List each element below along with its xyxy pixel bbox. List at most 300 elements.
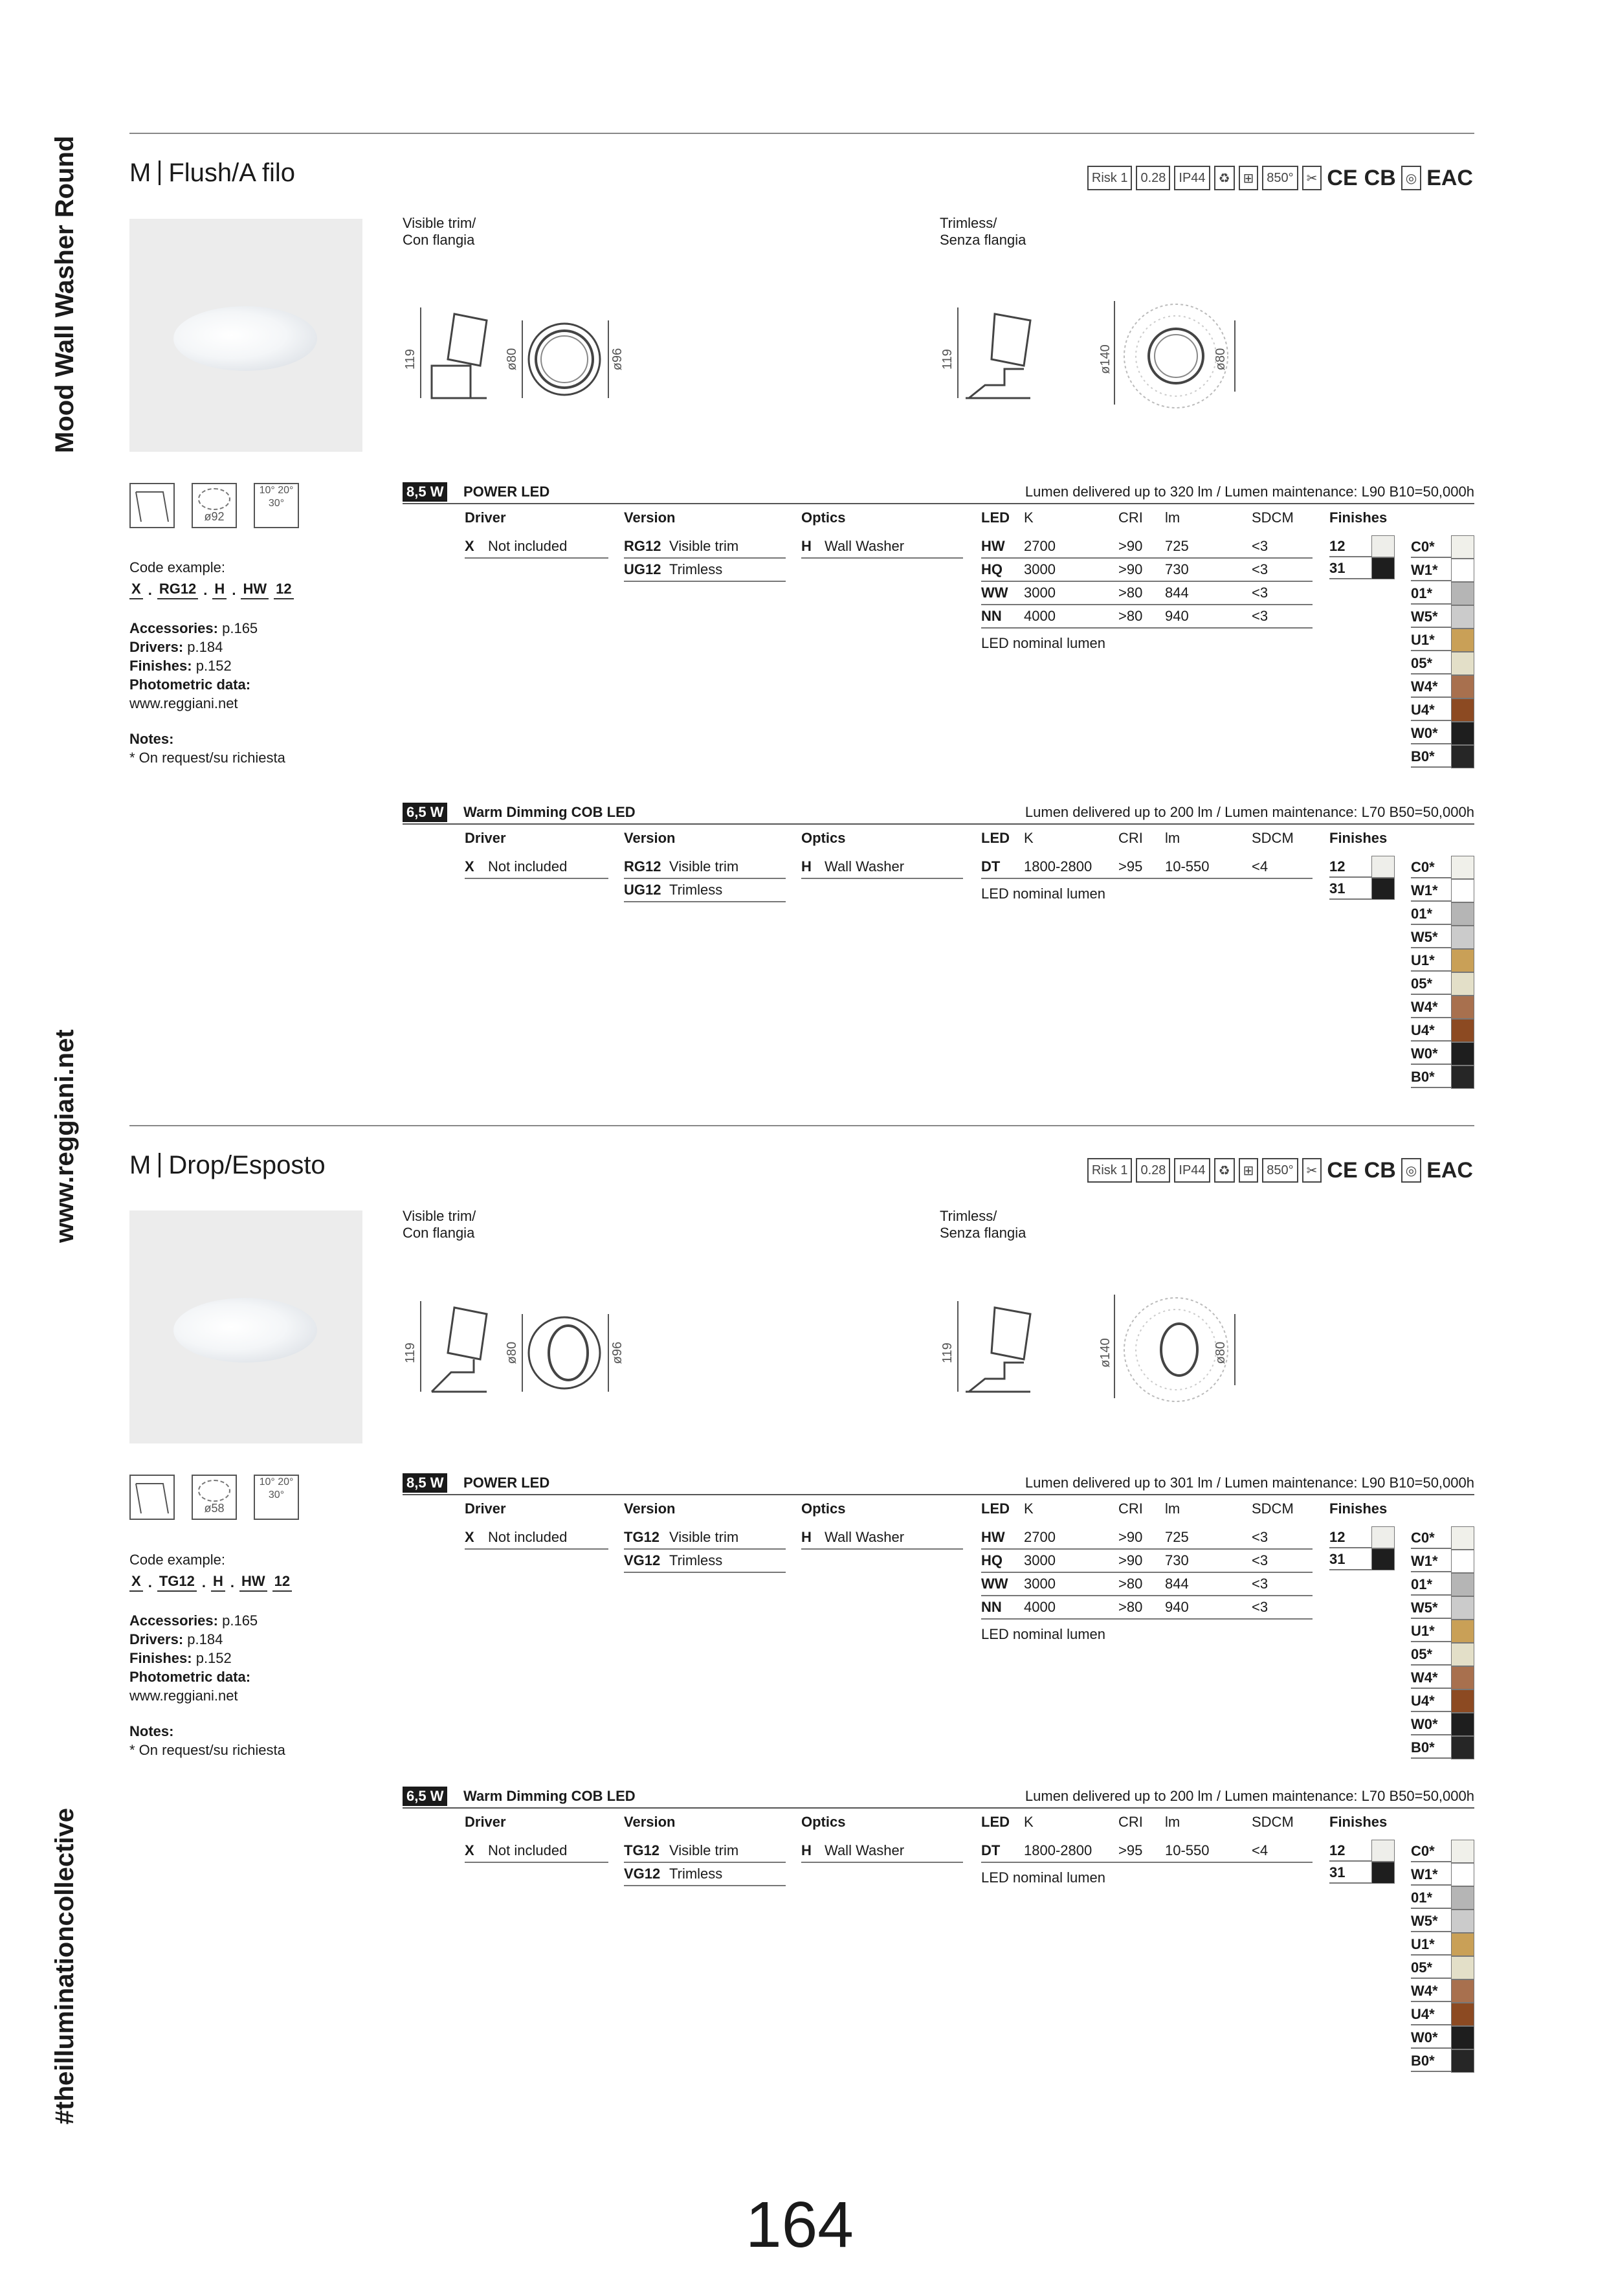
finish-row <box>1411 1573 1474 1596</box>
finish-row <box>1411 1689 1474 1713</box>
finish-code: B0* <box>1411 746 1451 768</box>
finish-swatch <box>1451 879 1474 902</box>
finish-swatch <box>1371 1526 1395 1548</box>
driver-row <box>465 1840 608 1863</box>
driver-code: X <box>465 858 474 875</box>
optics-value: Wall Washer <box>825 1529 905 1545</box>
finish-swatch <box>1451 2003 1474 2026</box>
led-lm: 730 <box>1165 561 1189 577</box>
finish-code: 31 <box>1329 878 1371 900</box>
led-cri: >95 <box>1118 1842 1143 1858</box>
version-code: TG12 <box>624 1842 660 1858</box>
led-row <box>981 1550 1313 1573</box>
led-row <box>981 535 1313 559</box>
finish-swatch <box>1451 1840 1474 1863</box>
led-cri: >80 <box>1118 585 1143 601</box>
finish-swatch <box>1371 557 1395 579</box>
led-sdcm: <3 <box>1252 585 1269 601</box>
finish-swatch <box>1451 1526 1474 1550</box>
version-label: Trimless <box>669 882 723 898</box>
led-nominal-note: LED nominal lumen <box>981 1626 1105 1642</box>
beam-angle-icon: 10° 20° 30° <box>254 1475 299 1520</box>
column-header: Version <box>624 830 676 846</box>
trimless-label: Trimless/ Senza flangia <box>940 1208 1026 1241</box>
finish-row <box>1411 2026 1474 2049</box>
code-part: X <box>129 1572 143 1592</box>
column-header: Driver <box>465 830 506 846</box>
finish-swatch <box>1451 1666 1474 1689</box>
finish-code: C0* <box>1411 1527 1451 1549</box>
beam-angle-icon: 10° 20° 30° <box>254 483 299 528</box>
finish-swatch <box>1451 1596 1474 1620</box>
version-row <box>624 879 786 902</box>
visible-trim-drawing-drop <box>403 1288 674 1411</box>
led-lm: 940 <box>1165 608 1189 624</box>
finish-code: U1* <box>1411 1934 1451 1956</box>
column-header: Finishes <box>1329 830 1388 846</box>
finish-code: W4* <box>1411 1667 1451 1689</box>
column-header: K <box>1024 830 1034 846</box>
finish-code: 01* <box>1411 583 1451 605</box>
finish-swatch <box>1451 652 1474 675</box>
trim-finishes <box>1411 535 1474 768</box>
product-photo-drop <box>129 1210 362 1443</box>
column-header: lm <box>1165 1814 1180 1830</box>
driver-row <box>465 535 608 559</box>
finish-row <box>1411 1643 1474 1666</box>
version-code: VG12 <box>624 1866 661 1882</box>
optics-value: Wall Washer <box>825 538 905 554</box>
trimless-drawing <box>940 295 1237 418</box>
driver-column <box>465 1840 608 1863</box>
finish-swatch <box>1451 1863 1474 1886</box>
column-header: SDCM <box>1252 1814 1294 1830</box>
led-k: 4000 <box>1024 608 1056 624</box>
led-lm: 10-550 <box>1165 1842 1210 1858</box>
column-header: Optics <box>801 509 846 526</box>
led-column <box>981 856 1313 902</box>
certifications-flush <box>1087 165 1474 191</box>
wattage-badge: 6,5 W <box>403 803 447 822</box>
certification-mark: ♻ <box>1214 1158 1235 1183</box>
svg-text:ø140: ø140 <box>1098 1338 1113 1368</box>
led-code: DT <box>981 858 1001 875</box>
finish-swatch <box>1451 1643 1474 1666</box>
led-nominal-note: LED nominal lumen <box>981 635 1105 651</box>
finish-row <box>1411 1840 1474 1863</box>
column-header: K <box>1024 1500 1034 1517</box>
section-title-drop: M Drop/Esposto <box>129 1151 326 1179</box>
code-part: 12 <box>272 1572 292 1592</box>
visible-trim-drawing <box>403 295 674 418</box>
finish-code: W0* <box>1411 1043 1451 1065</box>
finish-code: 31 <box>1329 557 1371 579</box>
led-row <box>981 1840 1313 1863</box>
version-code: VG12 <box>624 1552 661 1568</box>
version-column <box>624 1526 786 1573</box>
finish-row <box>1411 1956 1474 1979</box>
led-sdcm: <3 <box>1252 561 1269 577</box>
column-header: SDCM <box>1252 509 1294 526</box>
column-header: Optics <box>801 1814 846 1830</box>
finish-row <box>1329 1548 1395 1570</box>
lumen-info: Lumen delivered up to 200 lm / Lumen maintenance: L70 B50=50,000h <box>1025 1788 1474 1804</box>
svg-text:ø96: ø96 <box>610 1341 625 1365</box>
finish-code: W4* <box>1411 676 1451 698</box>
column-header: Optics <box>801 830 846 846</box>
finish-swatch <box>1451 722 1474 745</box>
certification-mark: ◎ <box>1401 166 1421 190</box>
finish-row <box>1411 629 1474 652</box>
certification-mark: EAC <box>1426 1157 1473 1183</box>
finish-row <box>1411 1933 1474 1956</box>
finish-swatch <box>1451 629 1474 652</box>
finish-swatch <box>1451 1713 1474 1736</box>
finish-row <box>1411 675 1474 698</box>
version-code: UG12 <box>624 561 661 577</box>
wattage-badge: 8,5 W <box>403 1473 447 1493</box>
finish-swatch <box>1451 856 1474 879</box>
code-part: 12 <box>274 579 293 599</box>
column-header: LED <box>981 1500 1010 1517</box>
code-separator: . <box>148 1574 152 1590</box>
optics-column <box>801 535 963 559</box>
finish-row <box>1411 1979 1474 2003</box>
code-part: X <box>129 579 143 599</box>
finish-code: W1* <box>1411 1864 1451 1886</box>
finish-code: 01* <box>1411 903 1451 925</box>
svg-text:ø80: ø80 <box>505 1341 519 1365</box>
column-header: Driver <box>465 1500 506 1517</box>
finish-swatch <box>1451 2049 1474 2073</box>
wattage-badge: 6,5 W <box>403 1787 447 1806</box>
led-cri: >90 <box>1118 1529 1143 1545</box>
trimless-label: Trimless/ Senza flangia <box>940 215 1026 248</box>
led-k: 4000 <box>1024 1599 1056 1615</box>
led-lm: 730 <box>1165 1552 1189 1568</box>
certifications-drop <box>1087 1157 1474 1183</box>
finish-row <box>1411 535 1474 559</box>
version-row <box>624 1863 786 1886</box>
lumen-info: Lumen delivered up to 320 lm / Lumen maintenance: L90 B10=50,000h <box>1025 484 1474 500</box>
finish-row <box>1411 1042 1474 1065</box>
finish-row <box>1411 1666 1474 1689</box>
housing-finishes <box>1329 1840 1395 1884</box>
svg-text:119: 119 <box>403 1343 417 1363</box>
column-header: SDCM <box>1252 1500 1294 1517</box>
finish-row <box>1411 1620 1474 1643</box>
finish-row <box>1411 1526 1474 1550</box>
finish-code: W4* <box>1411 1980 1451 2002</box>
product-family-vertical: Mood Wall Washer Round <box>50 135 79 453</box>
led-cri: >80 <box>1118 1599 1143 1615</box>
finish-row <box>1411 2003 1474 2026</box>
led-lm: 844 <box>1165 585 1189 601</box>
certification-mark: ♻ <box>1214 166 1235 190</box>
finish-swatch <box>1451 1956 1474 1979</box>
led-row <box>981 605 1313 629</box>
finish-code: C0* <box>1411 536 1451 558</box>
finish-code: U4* <box>1411 1690 1451 1712</box>
version-code: TG12 <box>624 1529 660 1545</box>
version-label: Trimless <box>669 1552 723 1568</box>
finish-swatch <box>1451 535 1474 559</box>
finish-swatch <box>1451 1933 1474 1956</box>
svg-text:119: 119 <box>940 1343 955 1363</box>
finish-code: B0* <box>1411 1737 1451 1759</box>
column-header: lm <box>1165 830 1180 846</box>
led-cri: >90 <box>1118 1552 1143 1568</box>
spec-header <box>403 482 1474 504</box>
version-row <box>624 856 786 879</box>
column-header: K <box>1024 1814 1034 1830</box>
finish-code: W5* <box>1411 1910 1451 1932</box>
version-row <box>624 1526 786 1550</box>
finish-swatch <box>1451 582 1474 605</box>
finish-swatch <box>1371 1862 1395 1884</box>
finish-code: 12 <box>1329 1840 1371 1862</box>
led-row <box>981 1526 1313 1550</box>
version-label: Visible trim <box>669 538 739 554</box>
led-cri: >80 <box>1118 1576 1143 1592</box>
finish-code: 05* <box>1411 1957 1451 1979</box>
section-divider <box>129 1125 1474 1126</box>
finish-row <box>1411 1863 1474 1886</box>
optics-row <box>801 1526 963 1550</box>
led-code: HW <box>981 538 1005 554</box>
finish-swatch <box>1451 902 1474 926</box>
version-row <box>624 535 786 559</box>
finish-code: C0* <box>1411 856 1451 878</box>
column-header: CRI <box>1118 1814 1143 1830</box>
finish-row <box>1411 1713 1474 1736</box>
finish-code: 05* <box>1411 1644 1451 1666</box>
led-row <box>981 582 1313 605</box>
finish-code: W5* <box>1411 1597 1451 1619</box>
finish-swatch <box>1451 2026 1474 2049</box>
finish-swatch <box>1451 675 1474 698</box>
trim-finishes <box>1411 1526 1474 1759</box>
optics-code: H <box>801 858 812 875</box>
finish-row <box>1329 878 1395 900</box>
finish-code: 12 <box>1329 1526 1371 1548</box>
finish-row <box>1411 722 1474 745</box>
column-header: Finishes <box>1329 509 1388 526</box>
recessed-icon <box>129 483 175 528</box>
optics-row <box>801 856 963 879</box>
led-code: HQ <box>981 1552 1003 1568</box>
certification-mark: 0.28 <box>1136 1158 1170 1183</box>
finish-code: 01* <box>1411 1574 1451 1596</box>
code-separator: . <box>230 1574 234 1590</box>
finish-swatch <box>1451 949 1474 972</box>
column-header: Finishes <box>1329 1500 1388 1517</box>
optics-column <box>801 1526 963 1550</box>
finish-code: B0* <box>1411 1066 1451 1088</box>
led-code: NN <box>981 1599 1002 1615</box>
finish-code: 01* <box>1411 1887 1451 1909</box>
led-type: Warm Dimming COB LED <box>463 1788 636 1804</box>
finish-swatch <box>1451 1065 1474 1089</box>
certification-mark: CB <box>1364 165 1396 190</box>
finish-code: W4* <box>1411 996 1451 1018</box>
column-header: Version <box>624 1814 676 1830</box>
finish-swatch <box>1451 559 1474 582</box>
code-separator: . <box>203 582 208 598</box>
finish-row <box>1411 582 1474 605</box>
finish-swatch <box>1451 1910 1474 1933</box>
column-header: LED <box>981 1814 1010 1830</box>
finish-swatch <box>1451 1620 1474 1643</box>
led-cri: >90 <box>1118 561 1143 577</box>
finish-row <box>1411 1065 1474 1089</box>
led-lm: 725 <box>1165 538 1189 554</box>
led-column <box>981 1526 1313 1643</box>
side-info-drop: Code example: X . TG12 . H . HW 12 Accessories: p.165 Drivers: p.184 Finishes: p.152 Photometric data: www.reggiani.net Notes: * On request/su richiesta <box>129 1550 343 1759</box>
finish-swatch <box>1451 698 1474 722</box>
finish-swatch <box>1451 605 1474 629</box>
driver-row <box>465 856 608 879</box>
led-cri: >80 <box>1118 608 1143 624</box>
hashtag-vertical: #theilluminationcollective <box>50 1807 79 2124</box>
certification-mark: 850° <box>1262 1158 1298 1183</box>
finish-code: 12 <box>1329 535 1371 557</box>
column-header: LED <box>981 830 1010 846</box>
version-label: Visible trim <box>669 858 739 875</box>
optics-code: H <box>801 538 812 554</box>
driver-value: Not included <box>488 858 568 875</box>
led-row <box>981 1596 1313 1620</box>
certification-mark: CB <box>1364 1157 1396 1183</box>
version-row <box>624 1550 786 1573</box>
finish-row <box>1411 605 1474 629</box>
column-header: Version <box>624 1500 676 1517</box>
column-header: CRI <box>1118 830 1143 846</box>
code-separator: . <box>148 582 152 598</box>
driver-column <box>465 1526 608 1550</box>
version-label: Trimless <box>669 1866 723 1882</box>
finish-row <box>1329 535 1395 557</box>
driver-code: X <box>465 1529 474 1545</box>
column-header: Driver <box>465 1814 506 1830</box>
finish-swatch <box>1451 996 1474 1019</box>
finish-row <box>1411 996 1474 1019</box>
spec-table-flush-power <box>403 482 1474 764</box>
finish-code: 12 <box>1329 856 1371 878</box>
finish-code: B0* <box>1411 2050 1451 2072</box>
cutout-icon: ø92 <box>192 483 237 528</box>
driver-value: Not included <box>488 1842 568 1858</box>
spec-header <box>403 1787 1474 1809</box>
certification-mark: IP44 <box>1174 166 1210 190</box>
column-header: Version <box>624 509 676 526</box>
finish-swatch <box>1371 878 1395 900</box>
led-row <box>981 559 1313 582</box>
finish-code: U4* <box>1411 699 1451 721</box>
led-sdcm: <3 <box>1252 1529 1269 1545</box>
version-code: UG12 <box>624 882 661 898</box>
version-column <box>624 856 786 902</box>
spec-table-flush-dimming <box>403 803 1474 1085</box>
led-code: NN <box>981 608 1002 624</box>
led-nominal-note: LED nominal lumen <box>981 1869 1105 1886</box>
certification-mark: 0.28 <box>1136 166 1170 190</box>
finish-code: W1* <box>1411 880 1451 902</box>
finish-code: U1* <box>1411 950 1451 972</box>
driver-value: Not included <box>488 1529 568 1545</box>
finish-row <box>1411 1736 1474 1759</box>
trim-finishes <box>1411 1840 1474 2073</box>
finish-row <box>1411 698 1474 722</box>
column-header: Driver <box>465 509 506 526</box>
led-code: HQ <box>981 561 1003 577</box>
column-header: CRI <box>1118 1500 1143 1517</box>
finish-swatch <box>1451 1736 1474 1759</box>
version-column <box>624 1840 786 1886</box>
led-type: POWER LED <box>463 1475 550 1491</box>
finish-row <box>1329 557 1395 579</box>
certification-mark: ✂ <box>1302 166 1322 190</box>
finish-row <box>1411 972 1474 996</box>
driver-value: Not included <box>488 538 568 554</box>
optics-value: Wall Washer <box>825 858 905 875</box>
finish-code: U4* <box>1411 1020 1451 1042</box>
housing-finishes <box>1329 535 1395 579</box>
led-k: 3000 <box>1024 585 1056 601</box>
finish-swatch <box>1371 1840 1395 1862</box>
optics-column <box>801 1840 963 1863</box>
finish-code: C0* <box>1411 1840 1451 1862</box>
certification-mark: ◎ <box>1401 1158 1421 1183</box>
trim-finishes <box>1411 856 1474 1089</box>
led-lm: 10-550 <box>1165 858 1210 875</box>
finish-row <box>1329 1862 1395 1884</box>
product-photo-flush <box>129 219 362 452</box>
finish-row <box>1411 926 1474 949</box>
finish-row <box>1411 2049 1474 2073</box>
led-code: WW <box>981 585 1008 601</box>
led-row <box>981 1573 1313 1596</box>
certification-mark: EAC <box>1426 165 1473 190</box>
dim-80: ø80 <box>505 348 519 371</box>
finish-swatch <box>1451 972 1474 996</box>
code-separator: . <box>201 1574 206 1590</box>
column-header: Optics <box>801 1500 846 1517</box>
spec-table-drop-power <box>403 1473 1474 1755</box>
led-lm: 844 <box>1165 1576 1189 1592</box>
finish-code: W1* <box>1411 559 1451 581</box>
version-label: Trimless <box>669 561 723 577</box>
spec-table-drop-dimming <box>403 1787 1474 2069</box>
certification-mark: Risk 1 <box>1087 166 1133 190</box>
cutout-icon: ø58 <box>192 1475 237 1520</box>
version-column <box>624 535 786 582</box>
version-label: Visible trim <box>669 1529 739 1545</box>
led-k: 2700 <box>1024 1529 1056 1545</box>
finish-code: U4* <box>1411 2003 1451 2025</box>
finish-row <box>1411 559 1474 582</box>
led-code: WW <box>981 1576 1008 1592</box>
column-header: K <box>1024 509 1034 526</box>
driver-column <box>465 856 608 879</box>
certification-mark: ⊞ <box>1239 1158 1259 1183</box>
led-code: DT <box>981 1842 1001 1858</box>
finish-code: 31 <box>1329 1862 1371 1884</box>
finish-row <box>1411 1550 1474 1573</box>
finish-code: U1* <box>1411 629 1451 651</box>
led-code: HW <box>981 1529 1005 1545</box>
code-part: H <box>211 1572 225 1592</box>
